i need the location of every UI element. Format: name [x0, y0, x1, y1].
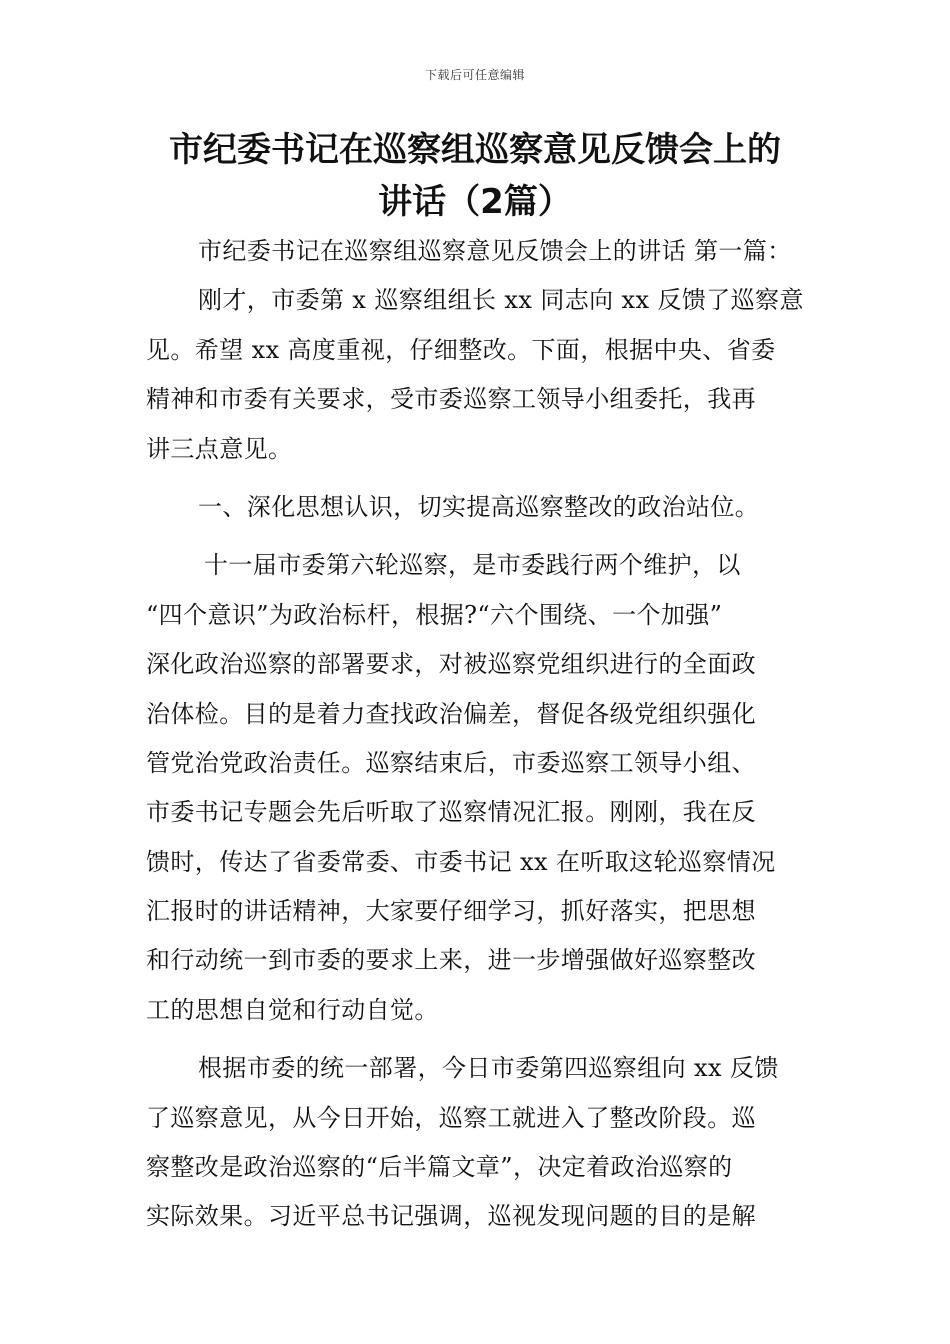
paragraph-line: 实际效果。习近平总书记强调，巡视发现问题的目的是解: [146, 1202, 756, 1231]
paragraph-line: 馈时，传达了省委常委、市委书记 xx 在听取这轮巡察情况: [146, 847, 776, 876]
document-body: [146, 227, 810, 1242]
paragraph-line: 了巡察意见，从今日开始，巡察工就进入了整改阶段。巡: [146, 1103, 756, 1132]
paragraph-line: 汇报时的讲话精神，大家要仔细学习，抓好落实，把思想: [146, 897, 756, 926]
title-line-2: 讲话（2篇）: [378, 182, 572, 222]
paragraph-line: 十一届市委第六轮巡察，是市委践行两个维护，以: [204, 551, 741, 580]
paragraph-line: “四个意识”为政治标杆，根据?“六个围绕、一个加强”: [146, 600, 723, 629]
paragraph-line: 深化政治巡察的部署要求，对被巡察党组织进行的全面政: [146, 650, 756, 679]
paragraph-line: 精神和市委有关要求，受市委巡察工领导小组委托，我再: [146, 385, 756, 414]
paragraph-line: 见。希望 xx 高度重视，仔细整改。下面，根据中央、省委: [146, 335, 776, 364]
paragraph-line: 工的思想自觉和行动自觉。: [146, 995, 439, 1024]
paragraph-subtitle: 市纪委书记在巡察组巡察意见反馈会上的讲话 第一篇：: [198, 237, 792, 265]
paragraph-line: 察整改是政治巡察的“后半篇文章”，决定着政治巡察的: [146, 1153, 733, 1182]
section-heading: 一、深化思想认识，切实提高巡察整改的政治站位。: [198, 492, 760, 521]
title-line-1: 市纪委书记在巡察组巡察意见反馈会上的: [169, 130, 781, 170]
document-title: [120, 124, 830, 228]
paragraph-line: 市委书记专题会先后听取了巡察情况汇报。刚刚，我在反: [146, 798, 756, 827]
paragraph-line: 刚才，市委第 x 巡察组组长 xx 同志向 xx 反馈了巡察意: [198, 286, 804, 315]
paragraph-line: 治体检。目的是着力查找政治偏差，督促各级党组织强化: [146, 699, 756, 728]
paragraph-line: 和行动统一到市委的要求上来，进一步增强做好巡察整改: [146, 946, 756, 975]
header-note: 下载后可任意编辑: [424, 68, 525, 82]
paragraph-line: 讲三点意见。: [146, 434, 293, 463]
paragraph-line: 根据市委的统一部署，今日市委第四巡察组向 xx 反馈: [198, 1054, 779, 1083]
paragraph-line: 管党治党政治责任。巡察结束后，市委巡察工领导小组、: [146, 748, 756, 777]
